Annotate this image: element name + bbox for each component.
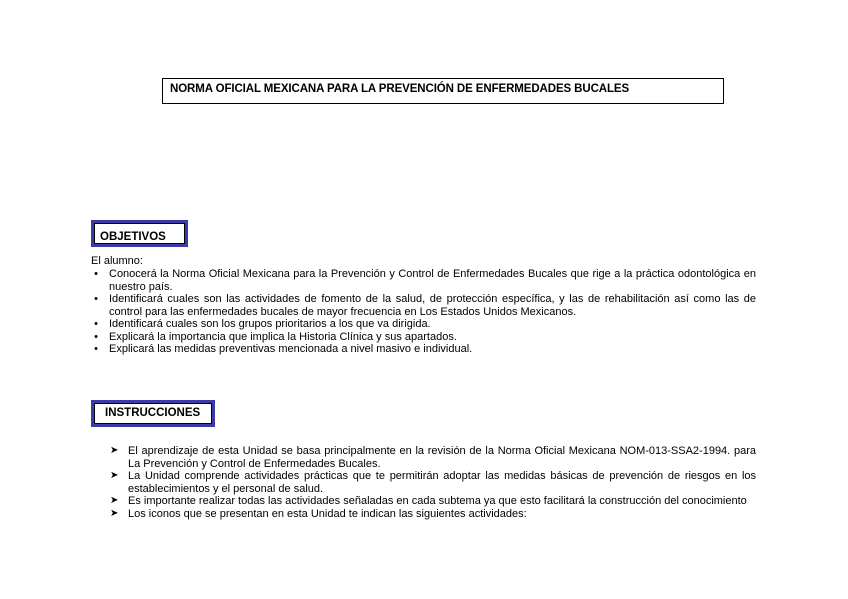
list-item-text: Los iconos que se presentan en esta Unidad te indican las siguientes actividades:: [128, 507, 527, 520]
list-item: [110, 508, 756, 521]
objetivos-heading-text: OBJETIVOS: [100, 231, 166, 243]
arrow-bullet-icon: ➤: [110, 470, 119, 481]
arrow-bullet-icon: ➤: [110, 507, 119, 519]
instrucciones-heading: [91, 400, 215, 427]
objetivos-intro: El alumno:: [91, 255, 143, 267]
list-item-text: Identificará cuales son las actividades de fomento de la salud, de protección específica, y las de rehabilitación así como las de control para las enfermedades bucales de mayor frecuencia en Los Estados Unidos Mexicanos.: [109, 293, 756, 318]
list-item-text: Explicará la importancia que implica la Historia Clínica y sus apartados.: [109, 330, 457, 343]
arrow-bullet-icon: ➤: [110, 495, 119, 506]
instrucciones-heading-frame: [94, 403, 212, 424]
objetivos-heading-frame: [94, 223, 185, 244]
bullet-icon: •: [94, 343, 98, 355]
list-item: [110, 495, 756, 508]
list-item: [91, 318, 756, 331]
bullet-icon: •: [94, 293, 98, 305]
list-item: [91, 343, 756, 356]
list-item-text: Conocerá la Norma Oficial Mexicana para la Prevención y Control de Enfermedades Bucales que rige a la práctica odontológica en nuestro país.: [109, 268, 756, 293]
bullet-icon: •: [94, 330, 98, 343]
list-item: [110, 445, 756, 470]
document-title: NORMA OFICIAL MEXICANA PARA LA PREVENCIÓN DE ENFERMEDADES BUCALES: [162, 78, 724, 104]
list-item-text: Es importante realizar todas las actividades señaladas en cada subtema ya que esto facilitará la construcción del conocimiento: [128, 495, 747, 507]
list-item: [91, 293, 756, 318]
list-item-text: La Unidad comprende actividades prácticas que te permitirán adoptar las medidas básicas de prevención de riesgos en los establecimientos y el personal de salud.: [128, 470, 756, 495]
list-item-text: Identificará cuales son los grupos prioritarios a los que va dirigida.: [109, 318, 431, 330]
list-item: [110, 470, 756, 495]
list-item: [91, 331, 756, 344]
instrucciones-heading-text: INSTRUCCIONES: [105, 407, 201, 419]
objetivos-list: [91, 268, 756, 356]
list-item: [91, 268, 756, 293]
list-item-text: Explicará las medidas preventivas mencionada a nivel masivo e individual.: [109, 343, 473, 355]
bullet-icon: •: [94, 268, 98, 280]
instrucciones-list: [110, 445, 756, 520]
bullet-icon: •: [94, 318, 98, 330]
objetivos-heading: [91, 220, 188, 247]
list-item-text: El aprendizaje de esta Unidad se basa principalmente en la revisión de la Norma Oficial Mexicana NOM-013-SSA2-1994. para La Prevención y Control de Enfermedades Bucales.: [128, 445, 756, 470]
arrow-bullet-icon: ➤: [110, 445, 119, 456]
